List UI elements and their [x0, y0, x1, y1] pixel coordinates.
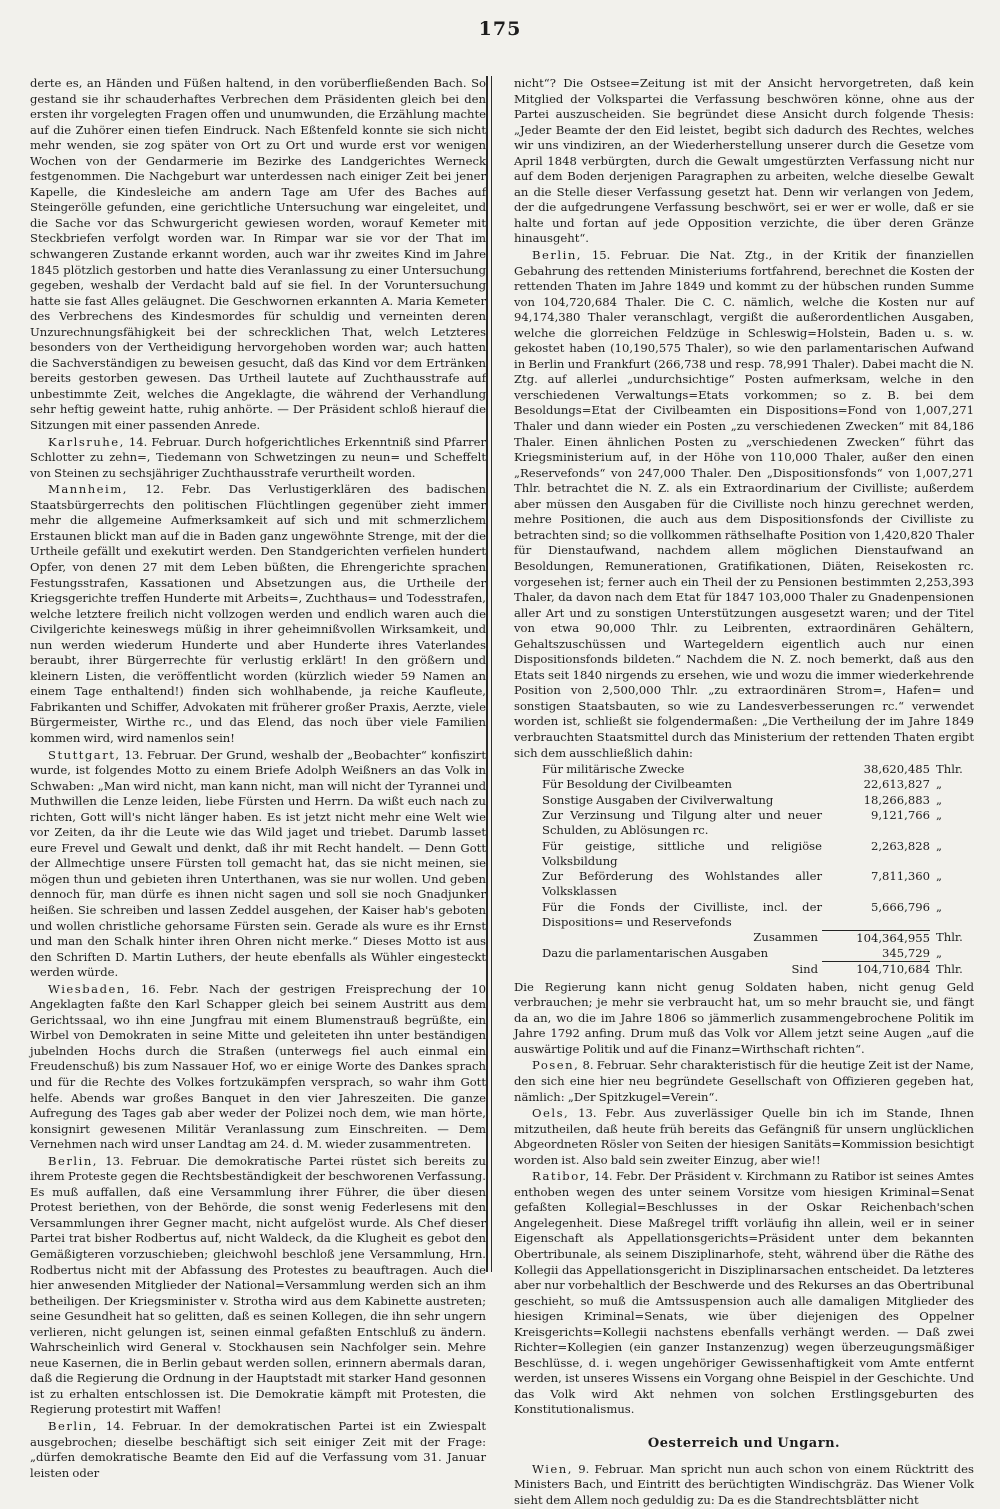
- expenditure-row: [514, 793, 974, 808]
- article-paragraph: [30, 482, 486, 746]
- dateline-place: Wiesbaden,: [48, 981, 131, 996]
- article-continuation: [514, 980, 974, 1058]
- right-column-articles-continued: [514, 980, 974, 1418]
- parliament-label: Dazu die parlamentarischen Ausgaben: [542, 946, 769, 961]
- expenditure-row: [514, 762, 974, 777]
- article-paragraph: [30, 1419, 486, 1481]
- expenditure-unit: Thlr.: [936, 762, 963, 777]
- expenditure-amount: 38,620,485: [863, 762, 930, 777]
- expenditure-label: Für Besoldung der Civilbeamten: [542, 777, 732, 792]
- expenditure-unit: „: [936, 792, 943, 807]
- article-paragraph: [514, 248, 974, 761]
- article-paragraph: [30, 748, 486, 981]
- article-paragraph: [30, 1154, 486, 1418]
- article-paragraph: [30, 435, 486, 482]
- parliament-amount: 345,729: [822, 946, 930, 962]
- expenditure-row: [514, 808, 974, 839]
- article-text: 13. Febr. Aus zuverlässiger Quelle bin ich im Stande, Ihnen mitzutheilen, daß heute früh bereits das Gefängniß für unsern unglücklichen Abgeordneten Rösler von Seiten der hiesigen Sanitäts=Kommission besichtigt worden ist. Also bald sein zweiter Einzug, aber wie!!: [514, 1106, 974, 1167]
- parliament-unit: „: [936, 946, 943, 961]
- article-text: 12. Febr. Das Verlustigerklären des badischen Staatsbürgerrechts den politischen Flüchtlingen gegenüber zieht immer mehr die allgemeine Aufmerksamkeit auf sich und mit schmerzlichem Erstaunen blickt man auf die in Baden ganz ungewöhnte Strenge, mit der die Urtheile gefällt und exekutirt werden. Den Standgerichten verfielen hundert Opfer, von denen 27 mit dem Leben büßten, die Ehrengerichte sprachen Festungsstrafen, Kassationen und Absetzungen aus, die Urtheile der Kriegsgerichte treffen Hunderte mit Arbeits=, Zuchthaus= und Todesstrafen, welche letztere freilich nicht vollzogen werden und endlich waren auch die Civilgerichte keineswegs müßig in ihrer geheimnißvollen Wirksamkeit, und nun werden wiederum Hunderte und aber Hunderte ihres Vaterlandes beraubt, ihrer Bürgerrechte für verlustig erklärt! In den größern und kleinern Listen, die veröffentlicht worden (kürzlich wieder 59 Namen an einem Tage enthaltend!) finden sich wohlhabende, ja reiche Kaufleute, Fabrikanten und Schiffer, Advokaten mit früherer großer Praxis, Aerzte, viele Bürgermeister, Wirthe rc., und das Elend, das noch über viele Familien kommen wird, wird namenlos sein!: [30, 482, 486, 745]
- expenditure-parliament-row: [514, 946, 974, 962]
- article-text: 16. Febr. Nach der gestrigen Freisprechung der 10 Angeklagten faßte den Karl Schapper gleich bei seinem Austritt aus dem Gerichtssaal, wo ihn eine Jungfrau mit einem Blumenstrauß begrüßte, ein Wirbel von Demokraten in seine Mitte und geleiteten ihn unter beständigen jubelnden Hochs durch die Straßen (unterwegs fiel auch einmal ein Freudenschuß) bis zum Nassauer Hof, wo er einige Worte des Dankes sprach und für die Rechte des Volkes fortzukämpfen versprach, so wahr ihm Gott helfe. Abends war großes Banquet in den vier Jahreszeiten. Die ganze Aufregung des Tages gab aber weder der Polizei noch dem, wie man hörte, konsignirt gewesenen Militär Veranlassung zum Einschreiten. — Dem Vernehmen nach wird unser Landtag am 24. d. M. wieder zusammentreten.: [30, 981, 486, 1152]
- expenditure-unit: „: [936, 869, 943, 884]
- expenditure-subtotal-row: [514, 930, 974, 946]
- article-continuation: [30, 76, 486, 434]
- expenditure-unit: „: [936, 777, 943, 792]
- expenditure-label: Zur Verzinsung und Tilgung alter und neuer Schulden, zu Ablösungen rc.: [542, 807, 822, 838]
- article-paragraph: [514, 1058, 974, 1105]
- expenditure-label: Sonstige Ausgaben der Civilverwaltung: [542, 792, 774, 807]
- article-text: 14. Febr. Der Präsident v. Kirchmann zu Ratibor ist seines Amtes enthoben wegen des unter seinem Vorsitze vom hiesigen Kriminal=Senat gefaßten Kollegial=Beschlusses in der Oskar Reichenbach'schen Angelegenheit. Diese Maßregel trifft vorläufig ihn allein, weil er in seiner Eigenschaft als Appellationsgerichts=Präsident unter dem bekannten Obertribunale, als seinem Disziplinarhofe, steht, während über die Räthe des Kollegii das Appellationsgericht in Disziplinarsachen entscheidet. Da letzteres aber nur vorbehaltlich der Beschwerde und des Rekurses an das Obertribunal geschieht, so muß die Amtssuspension auch alle damaligen Mitglieder des hiesigen Kriminal=Senats, wie über diejenigen des Oppelner Kreisgerichts=Kollegii nachstens ebenfalls verhängt werden. — Daß zwei Richter=Kollegien (ein ganzer Instanzenzug) wegen überzeugungsmäßiger Beschlüsse, d. i. wegen ungehöriger Gewissenhaftigkeit vom Amte entfernt werden, ist unseres Wissens ein Vorgang ohne Beispiel in der Geschichte. Und das Volk wird Akt nehmen von solchen Erstlingsgeburten des Konstitutionalismus.: [514, 1169, 974, 1417]
- dateline-place: Karlsruhe,: [48, 434, 125, 449]
- expenditure-amount: 22,613,827: [863, 777, 930, 792]
- article-paragraph: [514, 1169, 974, 1418]
- total-amount: 104,710,684: [856, 962, 930, 977]
- left-column: [30, 76, 486, 1482]
- article-text: 13. Februar. Die demokratische Partei rüstet sich bereits zu ihrem Proteste gegen die Rechtsbeständigkeit der beschworenen Verfassung. Es muß auffallen, daß eine Versammlung ihrer Führer, die über diesen Protest beriethen, von der Behörde, die sonst wenig Federlesens mit den Versammlungen ihrer Gegner macht, nicht aufgelöst wurde. Als Chef dieser Partei trat bisher Rodbertus auf, nicht Waldeck, da die Klugheit es gebot den Gemäßigteren vorzuschieben; gleichwohl beschloß jene Versammlung, Hrn. Rodbertus nicht mit der Abfassung des Protestes zu beauftragen. Auch die hier anwesenden Mitglieder der National=Versammlung werden sich an ihm betheiligen. Der Kriegsminister v. Strotha wird aus dem Kabinette austreten; seine Gesundheit hat so gelitten, daß es seinen Kollegen, die ihn sehr ungern verlieren, nicht gelungen ist, seinen einmal gefaßten Entschluß zu ändern. Wahrscheinlich wird General v. Stockhausen sein Nachfolger sein. Mehre neue Kasernen, die in Berlin gebaut werden sollen, erinnern abermals daran, daß die Regierung die Ordnung in der Hauptstadt mit starker Hand gesonnen ist zu erhalten entschlossen ist. Die Demokratie kämpft mit Protesten, die Regierung protestirt mit Waffen!: [30, 1153, 486, 1417]
- expenditure-row: [514, 900, 974, 931]
- article-text: Die Regierung kann nicht genug Soldaten haben, nicht genug Geld verbrauchen; je mehr sie verbraucht hat, um so mehr braucht sie, und fängt da an, wo die im Jahre 1806 so jämmerlich zusammengebrochene Politik im Jahre 1792 anfing. Drum muß das Volk vor Allem jetzt seine Augen „auf die auswärtige Politik und auf die Finanz=Wirthschaft richten“.: [514, 979, 974, 1056]
- subtotal-amount: 104,364,955: [822, 930, 930, 946]
- page-number: 175: [478, 18, 522, 40]
- subtotal-unit: Thlr.: [936, 930, 963, 945]
- expenditure-table: [514, 762, 974, 978]
- section-heading: Oesterreich und Ungarn.: [647, 1436, 841, 1452]
- dateline-place: Berlin,: [48, 1153, 98, 1168]
- expenditure-label: Für die Fonds der Civilliste, incl. der Dispositions= und Reservefonds: [542, 899, 822, 930]
- article-continuation: [514, 76, 974, 247]
- expenditure-amount: 5,666,796: [870, 899, 930, 914]
- column-divider-inner: [491, 76, 492, 1272]
- expenditure-amount: 9,121,766: [870, 807, 930, 822]
- right-column-articles: [514, 76, 974, 761]
- expenditure-amount: 7,811,360: [870, 869, 930, 884]
- expenditure-label: Für geistige, sittliche und religiöse Volksbildung: [542, 838, 822, 868]
- dateline-place: Posen,: [532, 1058, 580, 1073]
- right-column-final-article: [514, 1462, 974, 1509]
- dateline-place: Berlin,: [532, 248, 582, 263]
- expenditure-unit: „: [936, 838, 943, 853]
- dateline-place: Oels,: [532, 1106, 570, 1121]
- right-column: [514, 76, 974, 1509]
- article-text: 8. Februar. Sehr charakteristisch für die heutige Zeit ist der Name, den sich eine hier neu begründete Gesellschaft von Offizieren gegeben hat, nämlich: „Der Spitzkugel=Verein“.: [514, 1058, 974, 1104]
- expenditure-row: [514, 869, 974, 900]
- expenditure-unit: „: [936, 899, 943, 914]
- article-text: 14. Februar. In der demokratischen Partei ist ein Zwiespalt ausgebrochen; dieselbe beschäftigt sich seit einiger Zeit mit der Frage: „dürfen demokratische Beamte den Eid auf die Verfassung vom 31. Januar leisten oder: [30, 1419, 486, 1480]
- expenditure-unit: „: [936, 807, 943, 822]
- total-unit: Thlr.: [936, 961, 963, 976]
- expenditure-amount: 18,266,883: [863, 792, 930, 807]
- subtotal-label: Zusammen: [753, 930, 818, 945]
- column-divider: [486, 76, 488, 1272]
- expenditure-row: [514, 777, 974, 792]
- expenditure-row: [514, 839, 974, 870]
- total-label: Sind: [791, 961, 818, 976]
- article-paragraph: [30, 982, 486, 1153]
- expenditure-label: Für militärische Zwecke: [542, 762, 685, 777]
- article-paragraph: [514, 1106, 974, 1168]
- dateline-place: Wien,: [532, 1461, 573, 1476]
- article-text: 14. Februar. Durch hofgerichtliches Erkenntniß sind Pfarrer Schlotter zu zehn=, Tiedemann von Schwetzingen zu neun= und Scheffelt von Steinen zu sechsjähriger Zuchthausstrafe verurtheilt worden.: [30, 434, 486, 480]
- expenditure-amount: 2,263,828: [870, 838, 930, 853]
- dateline-place: Berlin,: [48, 1419, 98, 1434]
- article-text: 13. Februar. Der Grund, weshalb der „Beobachter“ konfiszirt wurde, ist folgendes Motto zu einem Briefe Adolph Weißners an das Volk in Schwaben: „Man wird nicht, man kann nicht, man will nicht der Tyrannei und Muthwillen die Lenze leiden, liebe Fürsten und Herrn. Da wißt euch nach zu richten, Gott will's nicht länger haben. Es ist jetzt nicht mehr eine Welt wie vor Zeiten, da ihr die Leute wie das Wild jaget und triebet. Darumb lasset eure Frevel und Gewalt und denkt, daß ihr mit Recht handelt. — Denn Gott der Allmechtige unsere Fürsten toll gemacht hat, das sie nicht meinen, sie mögen thun und gebieten ihren Unterthanen, was sie nur wollen. Und geben dennoch für, man dürfe es ihnen nicht sagen und soll sie noch Gnadjunker heißen. Sie schreiben und lassen Zeddel ausgehen, der Kaiser hab's geboten und wollen christliche gehorsame Fürsten sein. Gerade als wure es ihr Ernst und man den Schalk hinter ihren Ohren nicht merke.“ Dieses Motto ist aus den Schriften D. Martin Luthers, der heute ebenfalls als Wühler eingesteckt werden würde.: [30, 747, 486, 980]
- expenditure-label: Zur Beförderung des Wohlstandes aller Volksklassen: [542, 869, 822, 899]
- dateline-place: Stuttgart,: [48, 747, 121, 762]
- article-paragraph: [514, 1462, 974, 1509]
- dateline-place: Mannheim,: [48, 482, 128, 497]
- article-text: nicht“? Die Ostsee=Zeitung ist mit der Ansicht hervorgetreten, daß kein Mitglied der Volkspartei die Verfassung beschwören könne, ohne aus der Partei auszuscheiden. Sie begründet diese Ansicht durch folgende Thesis: „Jeder Beamte der den Eid leistet, begibt sich dadurch des Rechtes, welches wir uns vindiziren, an der Wiederherstellung unserer durch die Gesetze vom April 1848 verbürgten, durch die Gewalt umgestürzten Verfassung nicht nur auf dem Boden derjenigen Paragraphen zu arbeiten, welche dieselbe Gewalt an die Stelle dieser Verfassung gesetzt hat. Denn wir verlangen von Jedem, der die aufgedrungene Verfassung beschwört, sei er wer er wolle, daß er sie halte und fortan auf jede Opposition verzichte, die über deren Gränze hinausgeht“.: [514, 76, 974, 246]
- article-text: 9. Februar. Man spricht nun auch schon von einem Rücktritt des Ministers Bach, und Eintritt des berüchtigten Windischgräz. Das Wiener Volk sieht dem Allem noch geduldig zu: Da es die Standrechtsblätter nicht: [514, 1461, 974, 1507]
- article-text: derte es, an Händen und Füßen haltend, in den vorüberfließenden Bach. So gestand sie ihr schauderhaftes Verbrechen dem Präsidenten gleich bei den ersten ihr vorgelegten Fragen offen und unumwunden, die Erzählung machte auf die Zuhörer einen tiefen Eindruck. Nach Eßtenfeld konnte sie sich nicht mehr wenden, sie zog später von Ort zu Ort und wurde erst vor wenigen Wochen von der Gendarmerie im Bezirke des Landgerichtes Werneck festgenommen. Die Nachgeburt war unterdessen nach einiger Zeit bei jener Kapelle, die Kindesleiche am andern Tage am Ufer des Baches auf Steingerölle gefunden, eine gerichtliche Untersuchung war eingeleitet, und die Sache vor das Schwurgericht gewiesen worden, worauf Kemeter mit Steckbriefen verfolgt worden war. In Rimpar war sie vor der That im schwangeren Zustande erkannt worden, auch war ihr zweites Kind im Jahre 1845 plötzlich gestorben und hatte dies Veranlassung zu einer Untersuchung gegeben, weshalb der Verdacht bald auf sie fiel. In der Voruntersuchung hatte sie fast Alles geläugnet. Die Geschwornen erkannten A. Maria Kemeter des Verbrechens des Kindesmordes für schuldig und verneinten deren Unzurechnungsfähigkeit bei der schrecklichen That, welch Letzteres besonders von der Vertheidigung hervorgehoben worden war; auch hatten die Sachverständigen zu beweisen gesucht, daß das Kind vor dem Ertränken bereits gestorben gewesen. Das Urtheil lautete auf Zuchthausstrafe auf unbestimmte Zeit, welches die Angeklagte, die während der Verhandlung sehr heftig geweint hatte, ruhig anhörte. — Der Präsident schloß hierauf die Sitzungen mit einer passenden Anrede.: [30, 76, 486, 433]
- article-text: 15. Februar. Die Nat. Ztg., in der Kritik der finanziellen Gebahrung des rettenden Ministeriums fortfahrend, berechnet die Kosten der rettenden Thaten im Jahre 1849 und kommt zu der hübschen runden Summe von 104,720,684 Thaler. Die C. C. nämlich, welche die Kosten nur auf 94,174,380 Thaler veranschlagt, vergißt die außerordentlichen Ausgaben, welche die glorreichen Feldzüge in Schleswig=Holstein, Baden u. s. w. gekostet haben (10,190,575 Thaler), so wie den parlamentarischen Aufwand in Berlin und Frankfurt (266,738 und resp. 78,991 Thaler). Dabei macht die N. Ztg. auf allerlei „undurchsichtige“ Posten aufmerksam, welche in den verschiedenen Verwaltungs=Etats vorkommen; so z. B. bei dem Besoldungs=Etat der Civilbeamten ein Dispositions=Fond von 1,007,271 Thaler und dann wieder ein Posten „zu verschiedenen Zwecken“ mit 84,186 Thaler. Einen ähnlichen Posten zu „verschiedenen Zwecken“ führt das Kriegsministerium auf, in der Höhe von 110,000 Thaler, außer den einen „Reservefonds“ von 247,000 Thaler. Den „Dispositionsfonds“ von 1,007,271 Thlr. betrachtet die N. Z. als ein Extraordinarium der Civilliste; außerdem aber müssen den Ausgaben für die Civilliste noch hinzu gerechnet werden, mehre Positionen, die auch aus dem Dispositionsfonds der Civilliste zu betrachten sind; so die vollkommen räthselhafte Position von 1,420,820 Thaler für Dienstaufwand, nachdem allem möglichen Dienstaufwand an Besoldungen, Remunerationen, Gratifikationen, Diäten, Reisekosten rc. vorgesehen ist; ferner auch ein Theil der zu Pensionen bestimmten 2,253,393 Thaler, da davon nach dem Etat für 1847 103,000 Thaler zu Gnadenpensionen aller Art und zu sonstigen Unterstützungen ausgesetzt waren; und der Titel von etwa 90,000 Thlr. zu Leibrenten, extraordinären Gehältern, Gehaltszuschüssen und Wartegeldern eigentlich auch nur einen Dispositionsfonds bildeten.“ Nachdem die N. Z. noch bemerkt, daß aus den Etats seit 1840 nirgends zu ersehen, wie und wozu die immer wiederkehrende Position von 2,500,000 Thlr. „zu extraordinären Strom=, Hafen= und sonstigen Staatsbauten, so wie zu Landesverbesserungen rc.“ verwendet worden ist, schließt sie folgendermaßen: „Die Vertheilung der im Jahre 1849 verbrauchten Staatsmittel durch das Ministerium der rettenden Thaten ergibt sich dem ausschließlich dahin:: [514, 248, 974, 760]
- dateline-place: Ratibor,: [532, 1169, 591, 1184]
- expenditure-total-row: [514, 962, 974, 978]
